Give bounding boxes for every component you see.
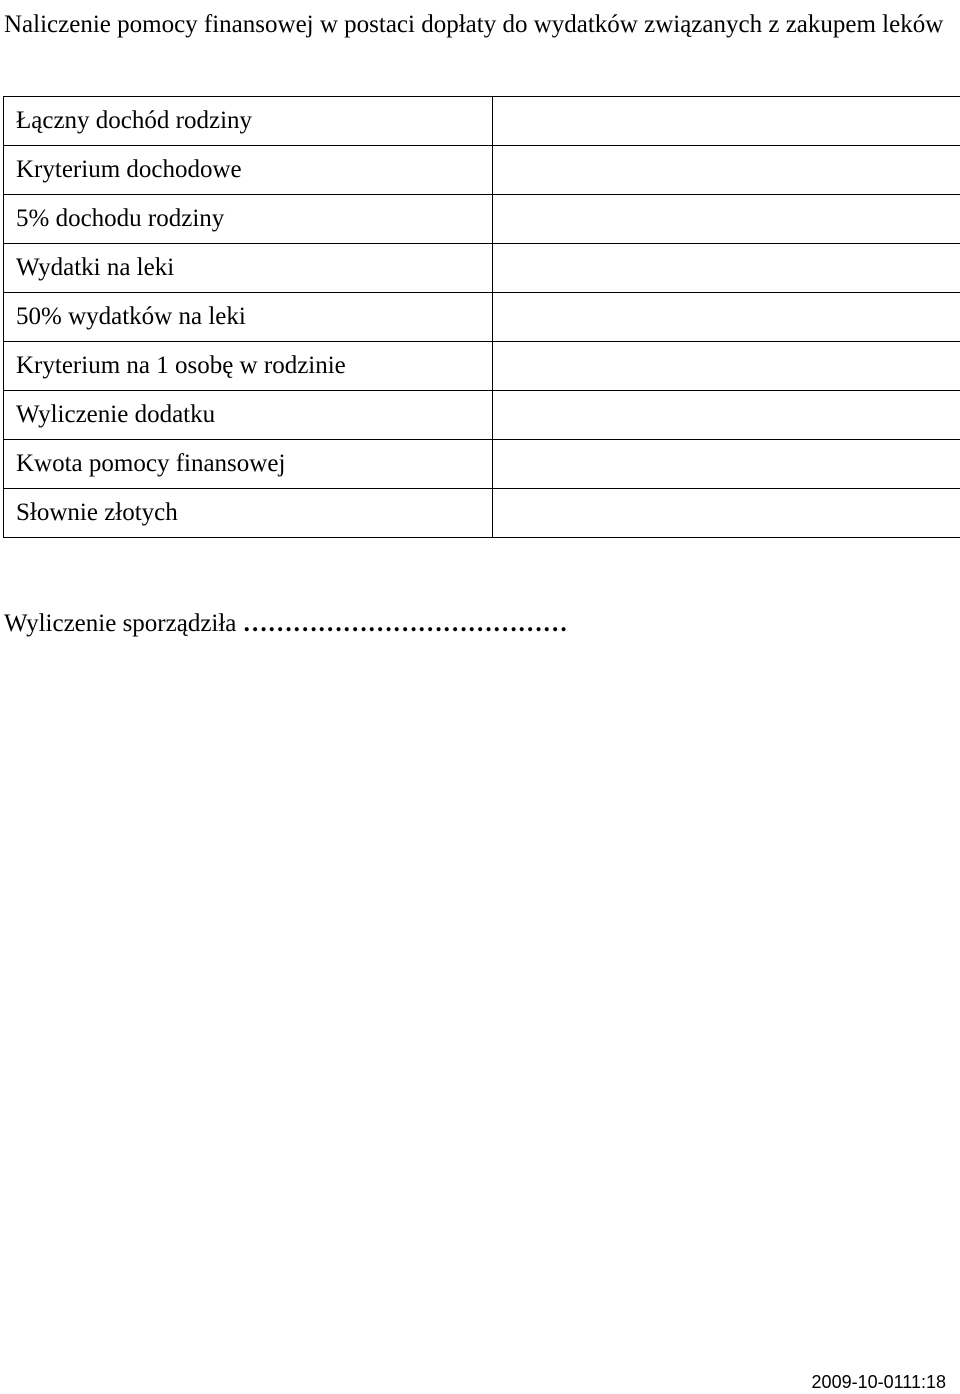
row-value-field[interactable] <box>493 195 960 244</box>
row-label: Kryterium dochodowe <box>4 146 493 195</box>
row-label: Łączny dochód rodziny <box>4 97 493 146</box>
document-title: Naliczenie pomocy finansowej w postaci dopłaty do wydatków związanych z zakupem leków <box>4 11 944 38</box>
table-row <box>4 97 960 146</box>
table-row <box>4 244 960 293</box>
table-row <box>4 293 960 342</box>
row-value-field[interactable] <box>493 489 960 538</box>
row-value-field[interactable] <box>493 146 960 195</box>
row-value-field[interactable] <box>493 293 960 342</box>
signature-field[interactable]: ………………………………… <box>242 610 568 637</box>
footer-timestamp: 2009-10-0111:18 <box>811 1372 946 1392</box>
signature-label: Wyliczenie sporządziła <box>4 610 237 637</box>
table-row <box>4 195 960 244</box>
table-row <box>4 342 960 391</box>
row-value-field[interactable] <box>493 391 960 440</box>
table-row <box>4 489 960 538</box>
row-label: Słownie złotych <box>4 489 493 538</box>
row-value-field[interactable] <box>493 244 960 293</box>
row-value-field[interactable] <box>493 97 960 146</box>
row-label: 5% dochodu rodziny <box>4 195 493 244</box>
row-label: Wydatki na leki <box>4 244 493 293</box>
table-row <box>4 391 960 440</box>
row-label: Kryterium na 1 osobę w rodzinie <box>4 342 493 391</box>
row-label: 50% wydatków na leki <box>4 293 493 342</box>
signature-line <box>4 604 568 644</box>
row-value-field[interactable] <box>493 342 960 391</box>
calculation-table <box>3 96 960 538</box>
table-row <box>4 146 960 195</box>
table-row <box>4 440 960 489</box>
row-label: Kwota pomocy finansowej <box>4 440 493 489</box>
row-value-field[interactable] <box>493 440 960 489</box>
row-label: Wyliczenie dodatku <box>4 391 493 440</box>
